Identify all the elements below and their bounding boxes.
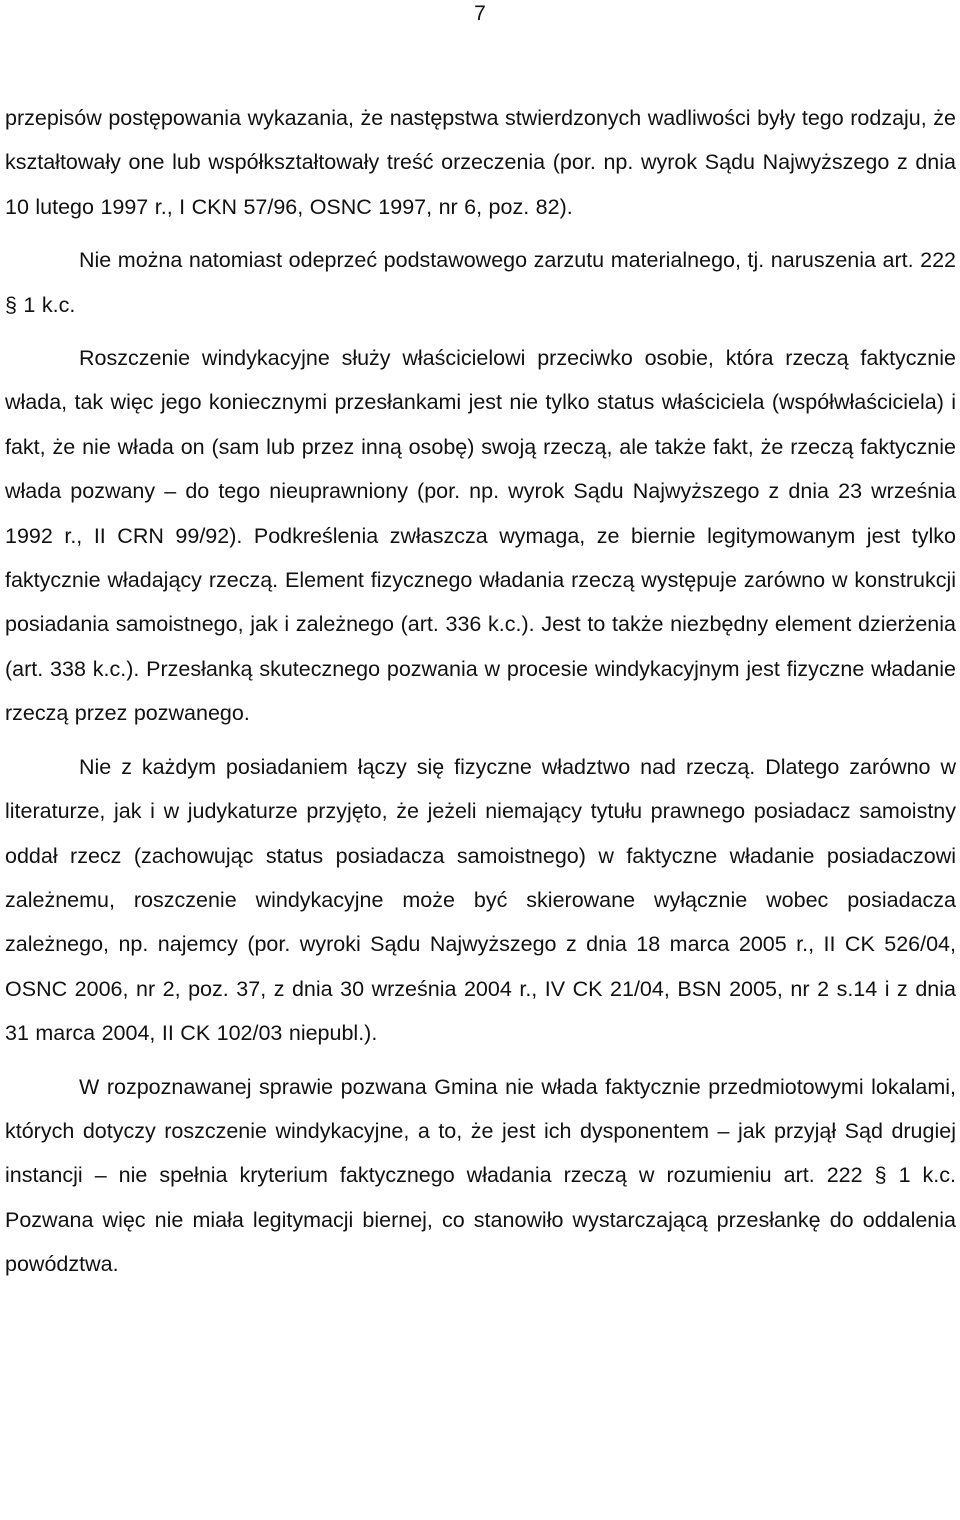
paragraph-material-complaint: Nie można natomiast odeprzeć podstawowego zarzutu materialnego, tj. naruszenia art. 222 § 1 k.c. [5, 248, 956, 317]
document-body [5, 96, 956, 1287]
page-number: 7 [474, 2, 486, 25]
paragraph-possession: Nie z każdym posiadaniem łączy się fizyczne władztwo nad rzeczą. Dlatego zarówno w literaturze, jak i w judykaturze przyjęto, że jeżeli niemający tytułu prawnego posiadacz samoistny oddał rzecz (zachowując status posiadacza samoistnego) w faktyczne władanie posiadaczowi zależnemu, roszczenie windykacyjne może być skierowane wyłącznie wobec posiadacza zależnego, np. najemcy (por. wyroki Sądu Najwyższego z dnia 18 marca 2005 r., II CK 526/04, OSNC 2006, nr 2, poz. 37, z dnia 30 września 2004 r., IV CK 21/04, BSN 2005, nr 2 s.14 i z dnia 31 marca 2004, II CK 102/03 niepubl.). [5, 754, 956, 1046]
paragraph-conclusion: W rozpoznawanej sprawie pozwana Gmina nie włada faktycznie przedmiotowymi lokalami, których dotyczy roszczenie windykacyjne, a to, że jest ich dysponentem – jak przyjął Sąd drugiej instancji – nie spełnia kryterium faktycznego władania rzeczą w rozumieniu art. 222 § 1 k.c. Pozwana więc nie miała legitymacji biernej, co stanowiło wystarczającą przesłankę do oddalenia powództwa. [5, 1074, 956, 1277]
paragraph-continuation: przepisów postępowania wykazania, że następstwa stwierdzonych wadliwości były tego rodzaju, że kształtowały one lub współkształtowały treść orzeczenia (por. np. wyrok Sądu Najwyższego z dnia 10 lutego 1997 r., I CKN 57/96, OSNC 1997, nr 6, poz. 82). [5, 106, 956, 219]
paragraph-vindication-claim: Roszczenie windykacyjne służy właścicielowi przeciwko osobie, która rzeczą faktycznie włada, tak więc jego koniecznymi przesłankami jest nie tylko status właściciela (współwłaściciela) i fakt, że nie włada on (sam lub przez inną osobę) swoją rzeczą, ale także fakt, że rzeczą faktycznie włada pozwany – do tego nieuprawniony (por. np. wyrok Sądu Najwyższego z dnia 23 września 1992 r., II CRN 99/92). Podkreślenia zwłaszcza wymaga, ze biernie legitymowanym jest tylko faktycznie władający rzeczą. Element fizycznego władania rzeczą występuje zarówno w konstrukcji posiadania samoistnego, jak i zależnego (art. 336 k.c.). Jest to także niezbędny element dzierżenia (art. 338 k.c.). Przesłanką skutecznego pozwania w procesie windykacyjnym jest fizyczne władanie rzeczą przez pozwanego. [5, 346, 956, 726]
